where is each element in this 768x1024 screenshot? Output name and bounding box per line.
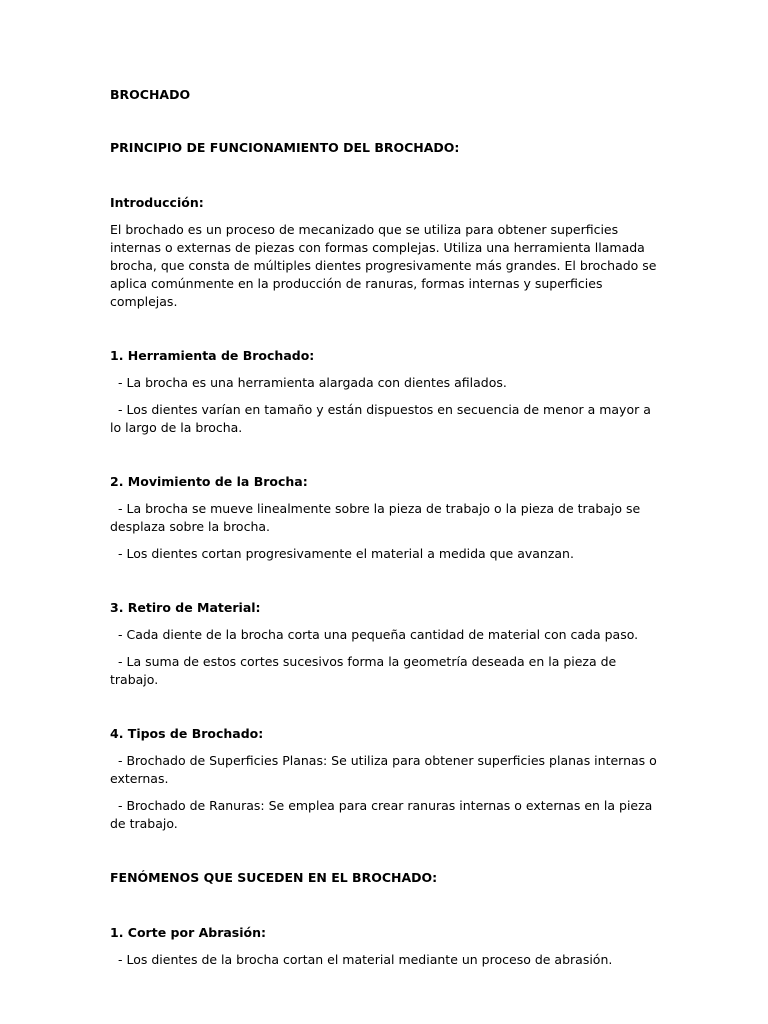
- bullet-herramienta-1: - La brocha es una herramienta alargada con dientes afilados.: [118, 375, 507, 390]
- item-heading-tipos: 4. Tipos de Brochado:: [110, 726, 264, 741]
- bullet-retiro-2: - La suma de estos cortes sucesivos forma la geometría deseada en la pieza de trabajo.: [110, 654, 617, 687]
- bullet-retiro-1: - Cada diente de la brocha corta una pequeña cantidad de material con cada paso.: [118, 627, 639, 642]
- document-title: BROCHADO: [110, 87, 191, 102]
- bullet-abrasion-1: - Los dientes de la brocha cortan el material mediante un proceso de abrasión.: [118, 952, 613, 967]
- bullet-tipos-1: - Brochado de Superficies Planas: Se utiliza para obtener superficies planas internas o externas.: [110, 753, 657, 786]
- intro-heading: Introducción:: [110, 195, 204, 210]
- bullet-tipos-2: - Brochado de Ranuras: Se emplea para crear ranuras internas o externas en la pieza de trabajo.: [110, 798, 653, 831]
- section-heading-fenomenos: FENÓMENOS QUE SUCEDEN EN EL BROCHADO:: [110, 870, 438, 885]
- item-heading-movimiento: 2. Movimiento de la Brocha:: [110, 474, 308, 489]
- document-body: [110, 86, 658, 969]
- item-heading-retiro: 3. Retiro de Material:: [110, 600, 261, 615]
- bullet-movimiento-1: - La brocha se mueve linealmente sobre la pieza de trabajo o la pieza de trabajo se desplaza sobre la brocha.: [110, 501, 641, 534]
- bullet-movimiento-2: - Los dientes cortan progresivamente el material a medida que avanzan.: [118, 546, 574, 561]
- section-heading-principio: PRINCIPIO DE FUNCIONAMIENTO DEL BROCHADO:: [110, 140, 460, 155]
- bullet-herramienta-2: - Los dientes varían en tamaño y están dispuestos en secuencia de menor a mayor a lo largo de la brocha.: [110, 402, 651, 435]
- item-heading-herramienta: 1. Herramienta de Brochado:: [110, 348, 315, 363]
- phenomenon-heading-abrasion: 1. Corte por Abrasión:: [110, 925, 267, 940]
- intro-paragraph: El brochado es un proceso de mecanizado que se utiliza para obtener superficies internas o externas de piezas con formas complejas. Utiliza una herramienta llamada brocha, que consta de múltiples dientes progresivamente más grandes. El brochado se aplica comúnmente en la producción de ranuras, formas internas y superficies complejas.: [110, 222, 657, 309]
